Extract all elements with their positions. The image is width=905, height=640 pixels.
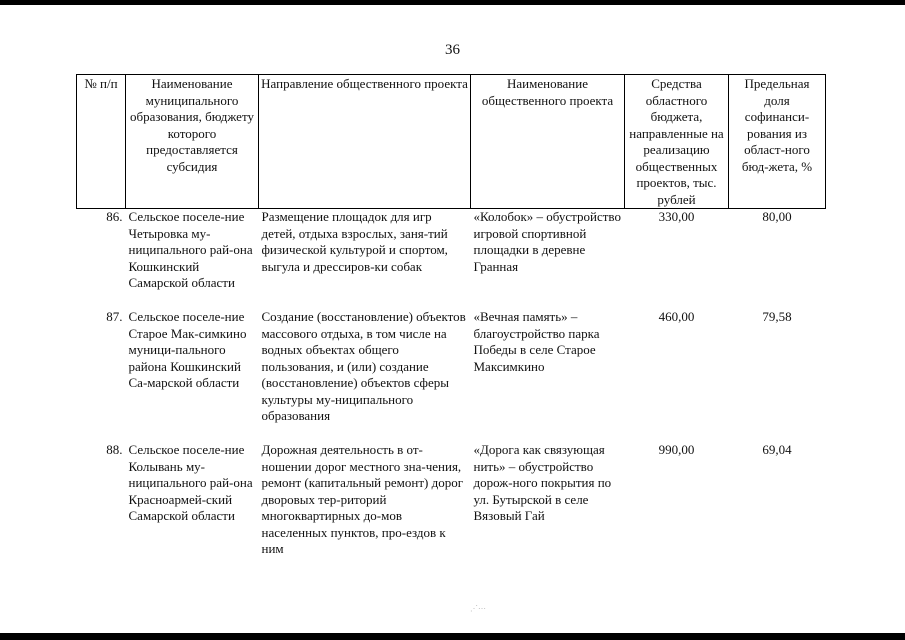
page-number: 36	[445, 42, 460, 58]
row-num: 88.	[106, 442, 123, 457]
row-num: 87.	[106, 309, 123, 324]
table-row	[77, 209, 826, 310]
row-funds: 330,00	[658, 209, 695, 224]
header-direction: Направление общественного проекта	[259, 75, 471, 209]
bottom-border	[0, 633, 905, 640]
header-share: Предельная доля софинанси-рования из област-ного бюд-жета, %	[729, 75, 826, 209]
row-num: 86.	[106, 209, 123, 224]
row-share: 79,58	[762, 309, 792, 324]
table-row	[77, 309, 826, 442]
row-project: «Дорога как связующая нить» – обустройство дорож-ного покрытия по ул. Бутырской в селе Вязовый Гай	[473, 442, 612, 523]
top-border	[0, 0, 905, 5]
row-municipality: Сельское поселе-ние Колывань му-ниципального рай-она Красноармей-ский Самарской области	[128, 442, 253, 523]
row-municipality: Сельское поселе-ние Четыровка му-ниципального рай-она Кошкинский Самарской области	[128, 209, 253, 290]
row-direction: Дорожная деятельность в от-ношении дорог местного зна-чения, ремонт (капитальный ремонт) дорог дворовых тер-риторий многоквартирных до-мов населенных пунктов, про-ездов к ним	[261, 442, 464, 556]
scan-artifact: ⋰⋯	[470, 604, 486, 613]
row-municipality: Сельское поселе-ние Старое Мак-симкино муници-пального района Кошкинский Са-марской области	[128, 309, 247, 390]
header-num: № п/п	[77, 75, 126, 209]
header-project: Наименование общественного проекта	[471, 75, 625, 209]
row-share: 80,00	[762, 209, 792, 224]
table-header-row	[77, 75, 826, 209]
row-share: 69,04	[762, 442, 792, 457]
row-project: «Вечная память» – благоустройство парка Победы в селе Старое Максимкино	[473, 309, 600, 374]
header-funds: Средства областного бюджета, направленные на реализацию общественных проектов, тыс. рублей	[625, 75, 729, 209]
row-project: «Колобок» – обустройство игровой спортивной площадки в деревне Гранная	[473, 209, 621, 274]
subsidy-table	[76, 74, 826, 592]
row-direction: Размещение площадок для игр детей, отдыха взрослых, заня-тий физической культурой и спортом, выгула и дрессиров-ки собак	[261, 209, 448, 274]
table-row	[77, 442, 826, 592]
row-funds: 990,00	[658, 442, 695, 457]
row-direction: Создание (восстановление) объектов массового отдыха, в том числе на водных объектах общего пользования, и (или) создание (восстановление) объектов сферы культуры му-ниципального образования	[261, 309, 466, 423]
header-municipality: Наименование муниципального образования, бюджету которого предоставляется субсидия	[126, 75, 259, 209]
row-funds: 460,00	[658, 309, 695, 324]
